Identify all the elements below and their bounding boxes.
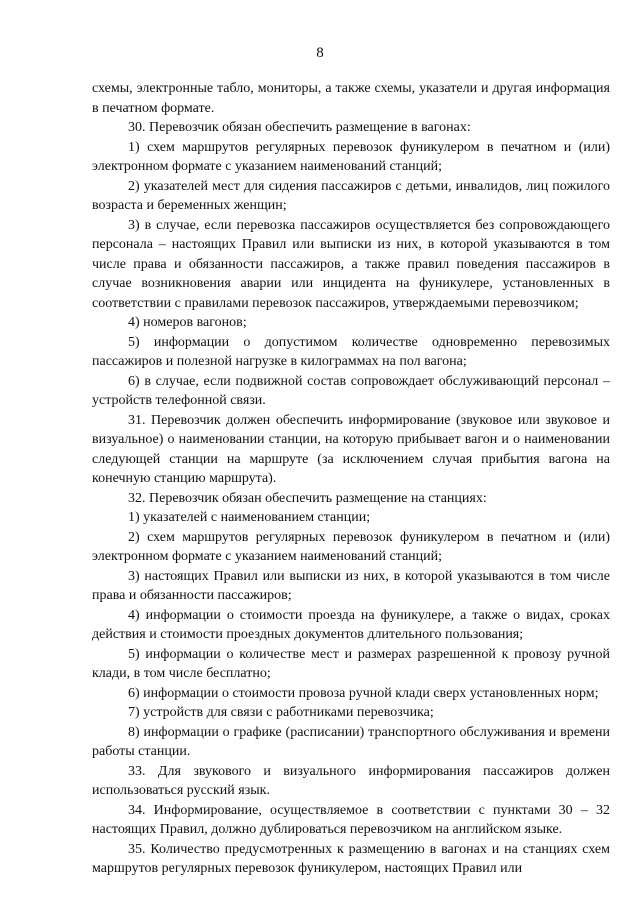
paragraph: 35. Количество предусмотренных к размещению в вагонах и на станциях схем маршрутов регулярных перевозок фуникулером, настоящих Правил или	[92, 841, 610, 876]
paragraph: 1) схем маршрутов регулярных перевозок фуникулером в печатном и (или) электронном формате с указанием наименований станций;	[92, 139, 610, 174]
paragraph: 2) схем маршрутов регулярных перевозок фуникулером в печатном и (или) электронном формате с указанием наименований станций;	[92, 529, 610, 564]
paragraph: 2) указателей мест для сидения пассажиров с детьми, инвалидов, лиц пожилого возраста и беременных женщин;	[92, 178, 610, 213]
paragraph: 3) в случае, если перевозка пассажиров осуществляется без сопровождающего персонала – настоящих Правил или выписки из них, в которой указываются в том числе права и обязанности пассажиров, а также правил поведения пассажиров в случае возникновения аварии или инцидента на фуникулере, установленных в соответствии с правилами перевозок пассажиров, утверждаемыми перевозчиком;	[92, 217, 610, 311]
paragraph: 8) информации о графике (расписании) транспортного обслуживания и времени работы станции.	[92, 724, 610, 759]
paragraph: 31. Перевозчик должен обеспечить информирование (звуковое или звуковое и визуальное) о наименовании станции, на которую прибывает вагон и о наименовании следующей станции на маршруте (за исключением случая прибытия вагона на конечную станцию маршрута).	[92, 412, 610, 486]
paragraph: 4) информации о стоимости проезда на фуникулере, а также о видах, сроках действия и стоимости проездных документов длительного пользования;	[92, 607, 610, 642]
document-body	[92, 79, 610, 879]
page-number: 8	[316, 45, 324, 61]
paragraph: схемы, электронные табло, мониторы, а также схемы, указатели и другая информация в печатном формате.	[92, 81, 610, 116]
paragraph: 4) номеров вагонов;	[128, 315, 247, 330]
paragraph: 3) настоящих Правил или выписки из них, в которой указываются в том числе права и обязанности пассажиров;	[92, 568, 610, 603]
paragraph: 32. Перевозчик обязан обеспечить размещение на станциях:	[128, 490, 487, 506]
paragraph: 33. Для звукового и визуального информирования пассажиров должен использоваться русский язык.	[92, 763, 610, 798]
paragraph: 34. Информирование, осуществляемое в соответствии с пунктами 30 – 32 настоящих Правил, должно дублироваться перевозчиком на английском языке.	[92, 802, 610, 837]
paragraph: 6) в случае, если подвижной состав сопровождает обслуживающий персонал – устройств телефонной связи.	[92, 373, 610, 408]
paragraph: 5) информации о количестве мест и размерах разрешенной к провозу ручной клади, в том числе бесплатно;	[92, 646, 610, 681]
paragraph: 7) устройств для связи с работниками перевозчика;	[128, 705, 434, 720]
paragraph: 5) информации о допустимом количестве одновременно перевозимых пассажиров и полезной нагрузке в килограммах на пол вагона;	[92, 334, 610, 369]
paragraph: 6) информации о стоимости провоза ручной клади сверх установленных норм;	[128, 685, 599, 701]
paragraph: 1) указателей с наименованием станции;	[128, 510, 371, 525]
paragraph: 30. Перевозчик обязан обеспечить размещение в вагонах:	[128, 120, 471, 135]
